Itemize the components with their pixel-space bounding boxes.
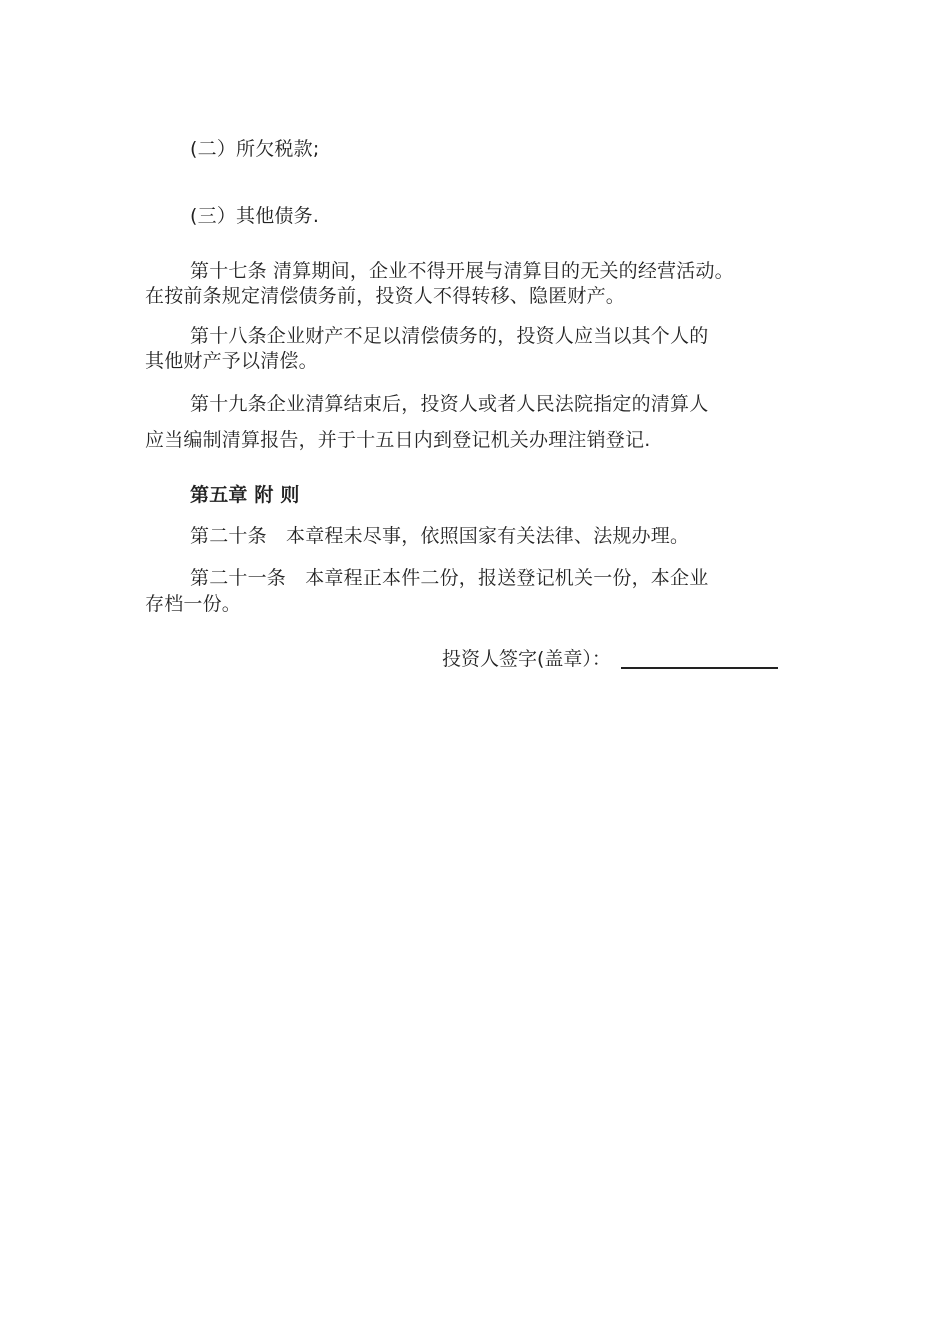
signature-line (621, 667, 778, 669)
article-19-line-1: 第十九条企业清算结束后，投资人或者人民法院指定的清算人 (190, 393, 709, 415)
article-21-line-2: 存档一份。 (145, 593, 242, 615)
article-17-line-1: 第十七条 清算期间，企业不得开展与清算目的无关的经营活动。 (190, 260, 734, 282)
article-19-line-2: 应当编制清算报告，并于十五日内到登记机关办理注销登记. (145, 429, 651, 451)
debt-item-taxes: (二）所欠税款; (190, 138, 320, 160)
signature-label: 投资人签字(盖章）： (442, 648, 611, 670)
article-18-line-1: 第十八条企业财产不足以清偿债务的，投资人应当以其个人的 (190, 325, 709, 347)
article-18-line-2: 其他财产予以清偿。 (145, 350, 318, 372)
chapter-5-heading: 第五章 附 则 (190, 484, 300, 506)
article-20: 第二十条 本章程未尽事，依照国家有关法律、法规办理。 (190, 525, 690, 547)
article-17-line-2: 在按前条规定清偿债务前，投资人不得转移、隐匿财产。 (145, 285, 626, 307)
signature-block (442, 645, 778, 671)
article-21-line-1: 第二十一条 本章程正本件二份，报送登记机关一份，本企业 (190, 567, 709, 589)
debt-item-other: (三）其他债务. (190, 205, 320, 227)
